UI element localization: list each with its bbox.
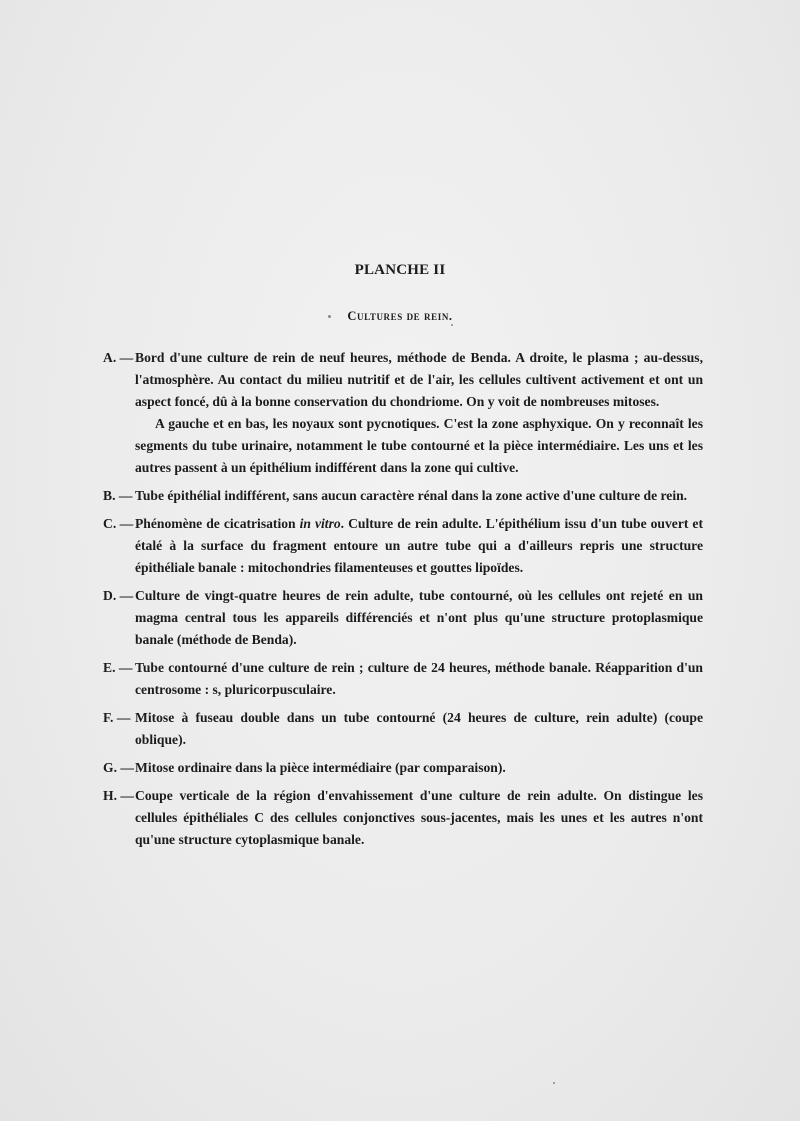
legend-entry-h — [103, 785, 703, 851]
entry-text-italic: in vitro — [299, 516, 341, 531]
legend-entry-g — [103, 757, 703, 779]
entry-label: G. — — [103, 760, 134, 775]
legend-entry-c — [103, 513, 703, 579]
entry-text: Coupe verticale de la région d'envahissement d'une culture de rein adulte. On distingue les cellules épithéliales C des cellules conjonctives sous-jacentes, mais les unes et les autres n'ont qu'une structure cytoplasmique banale. — [135, 788, 703, 847]
legend-entry-b — [103, 485, 703, 507]
entry-label: F. — — [103, 710, 131, 725]
entry-label: E. — — [103, 660, 133, 675]
legend-entry-a — [103, 347, 703, 479]
legend-list — [103, 347, 703, 857]
plate-subtitle: Cultures de rein. — [347, 309, 453, 323]
entry-text: Mitose à fuseau double dans un tube contourné (24 heures de culture, rein adulte) (coupe oblique). — [135, 710, 703, 747]
entry-text: Tube contourné d'une culture de rein ; culture de 24 heures, méthode banale. Réapparition d'un centrosome : s, pluricorpusculaire. — [135, 660, 703, 697]
entry-text: Culture de vingt-quatre heures de rein adulte, tube contourné, où les cellules ont rejeté en un magma central tous les appareils différenciés et n'ont plus qu'une structure protoplasmique banale (méthode de Benda). — [135, 588, 703, 647]
entry-text-pre: Phénomène de cicatrisation — [135, 516, 300, 531]
entry-label: B. — — [103, 488, 133, 503]
legend-entry-d — [103, 585, 703, 651]
plate-title: PLANCHE II — [354, 262, 446, 278]
entry-text: Tube épithélial indifférent, sans aucun caractère rénal dans la zone active d'une culture de rein. — [135, 488, 688, 503]
legend-entry-f — [103, 707, 703, 751]
entry-label: A. — — [103, 350, 134, 365]
entry-text: Mitose ordinaire dans la pièce intermédiaire (par comparaison). — [135, 760, 506, 775]
entry-label: D. — — [103, 588, 134, 603]
legend-entry-e — [103, 657, 703, 701]
entry-text: Bord d'une culture de rein de neuf heures, méthode de Benda. A droite, le plasma ; au-dessus, l'atmosphère. Au contact du milieu nutritif et de l'air, les cellules cultivent activement et ont un aspect foncé, dû à la bonne conservation du chondriome. On y voit de nombreuses mitoses. — [135, 350, 703, 409]
entry-text-post: . Culture de rein adulte. L'épithélium issu d'un tube ouvert et étalé à la surface du fragment entoure un autre tube qui a d'ailleurs repris une structure épithéliale banale : mitochondries filamenteuses et gouttes lipoïdes. — [135, 516, 703, 575]
entry-text — [135, 513, 703, 579]
entry-label: C. — — [103, 516, 134, 531]
entry-label: H. — — [103, 788, 134, 803]
entry-text-continued: A gauche et en bas, les noyaux sont pycnotiques. C'est la zone asphyxique. On y reconnaît les segments du tube urinaire, notamment le tube contourné et la pièce intermédiaire. Les uns et les autres passent à un épithélium indifférent dans la zone qui cultive. — [135, 416, 703, 475]
